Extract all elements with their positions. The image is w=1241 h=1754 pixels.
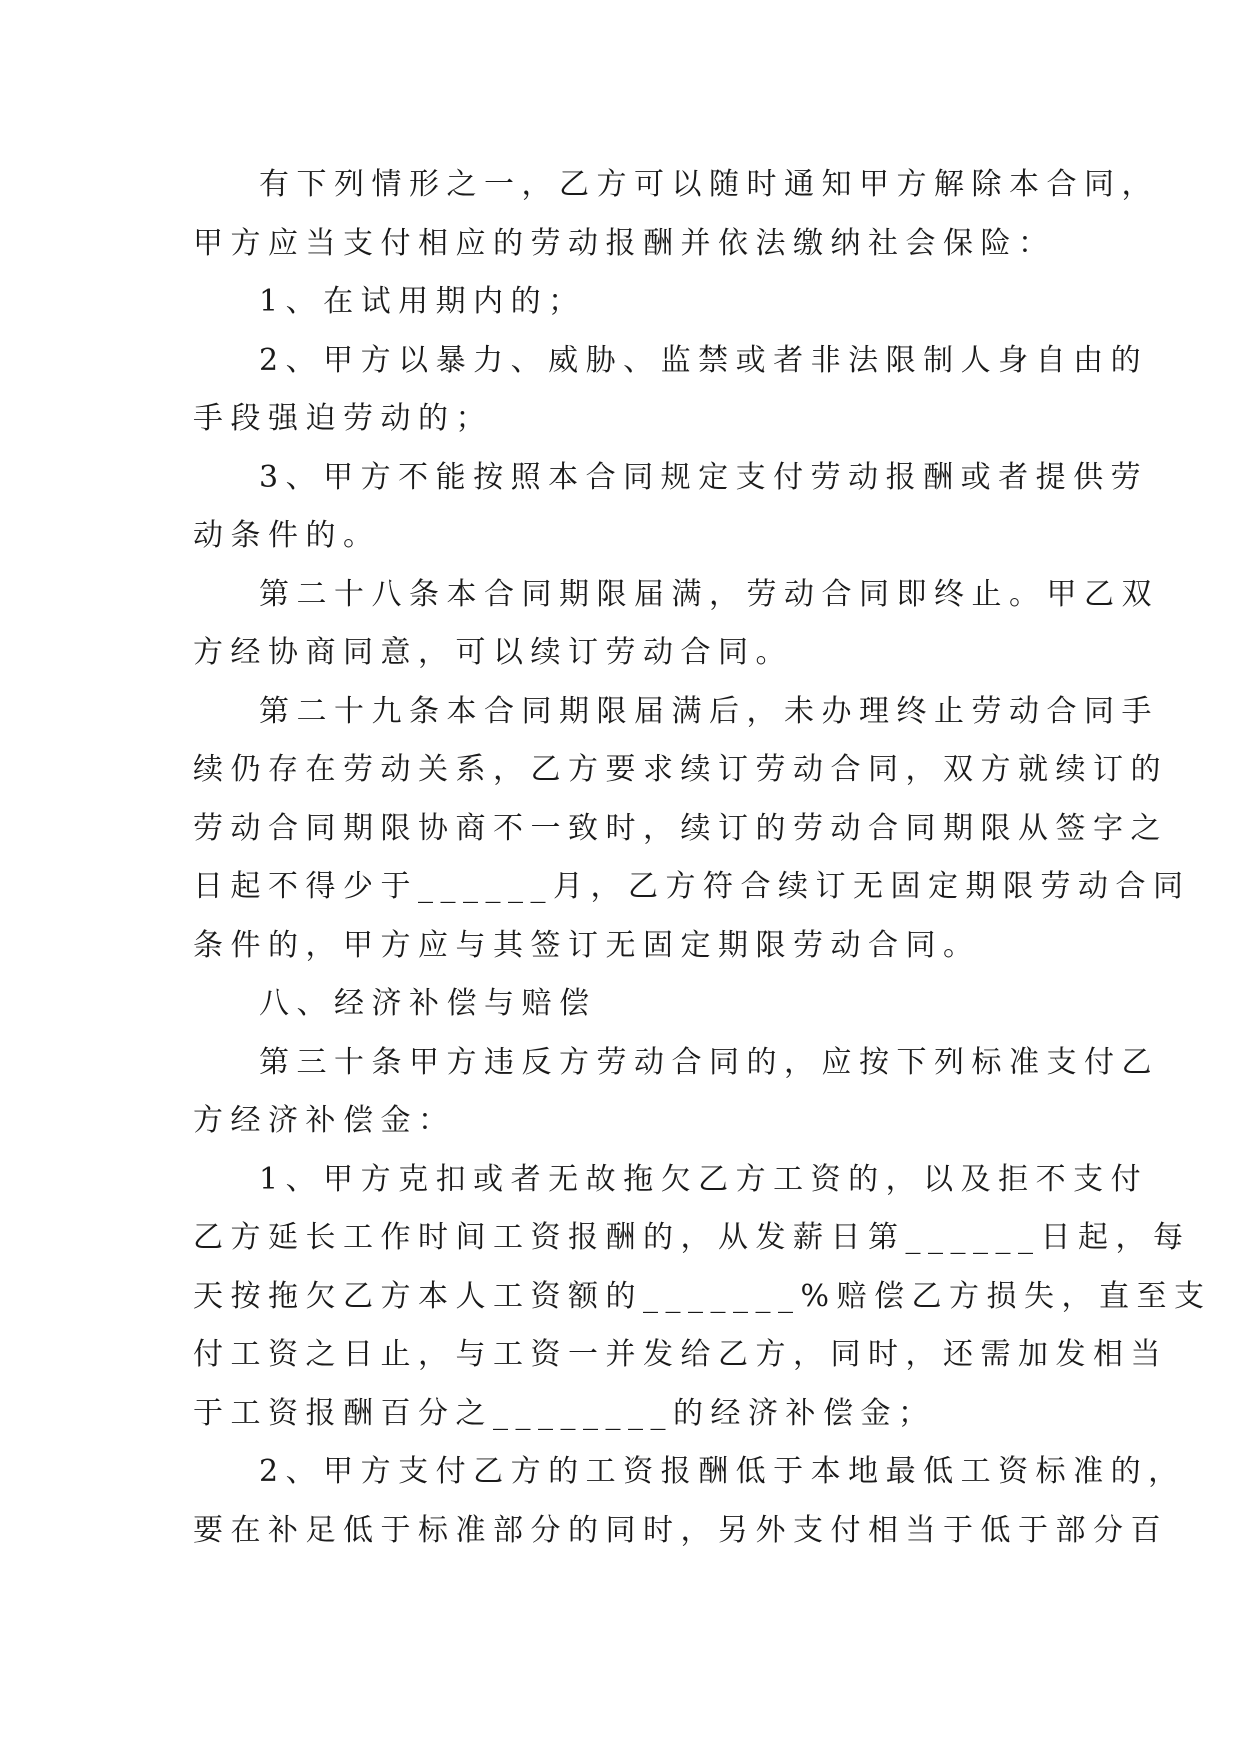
contract-body-text <box>193 156 1212 1560</box>
text-line: 方经协商同意，可以续订劳动合同。 <box>193 635 793 670</box>
text-line: 方经济补偿金： <box>193 1103 456 1138</box>
text-line: 续仍存在劳动关系，乙方要求续订劳动合同，双方就续订的 <box>193 752 1168 787</box>
text-line: 日起不得少于______月，乙方符合续订无固定期限劳动合同 <box>193 869 1191 904</box>
text-line: 1、在试用期内的； <box>259 284 586 319</box>
text-line: 2、甲方支付乙方的工资报酬低于本地最低工资标准的， <box>259 1454 1186 1489</box>
text-line: 动条件的。 <box>193 518 381 553</box>
text-line: 有下列情形之一，乙方可以随时通知甲方解除本合同， <box>259 167 1159 202</box>
text-line: 付工资之日止，与工资一并发给乙方，同时，还需加发相当 <box>193 1337 1168 1372</box>
text-line: 第二十九条本合同期限届满后，未办理终止劳动合同手 <box>259 693 1159 729</box>
text-line: 手段强迫劳动的； <box>193 401 493 436</box>
text-line: 甲方应当支付相应的劳动报酬并依法缴纳社会保险： <box>193 225 1056 261</box>
text-line: 于工资报酬百分之________的经济补偿金； <box>193 1395 936 1431</box>
text-line: 条件的，甲方应与其签订无固定期限劳动合同。 <box>193 927 981 963</box>
text-line: 天按拖欠乙方本人工资额的_______%赔偿乙方损失，直至支 <box>193 1278 1212 1314</box>
text-line: 2、甲方以暴力、威胁、监禁或者非法限制人身自由的 <box>259 342 1149 378</box>
text-line: 第三十条甲方违反方劳动合同的，应按下列标准支付乙 <box>259 1044 1159 1080</box>
text-line: 要在补足低于标准部分的同时，另外支付相当于低于部分百 <box>193 1512 1168 1548</box>
text-line: 八、经济补偿与赔偿 <box>259 986 597 1021</box>
text-line: 乙方延长工作时间工资报酬的，从发薪日第______日起，每 <box>193 1220 1191 1255</box>
text-line: 3、甲方不能按照本合同规定支付劳动报酬或者提供劳 <box>259 459 1149 495</box>
text-line: 第二十八条本合同期限届满，劳动合同即终止。甲乙双 <box>259 576 1159 612</box>
text-line: 1、甲方克扣或者无故拖欠乙方工资的，以及拒不支付 <box>259 1161 1149 1197</box>
text-line: 劳动合同期限协商不一致时，续订的劳动合同期限从签字之 <box>193 810 1168 846</box>
